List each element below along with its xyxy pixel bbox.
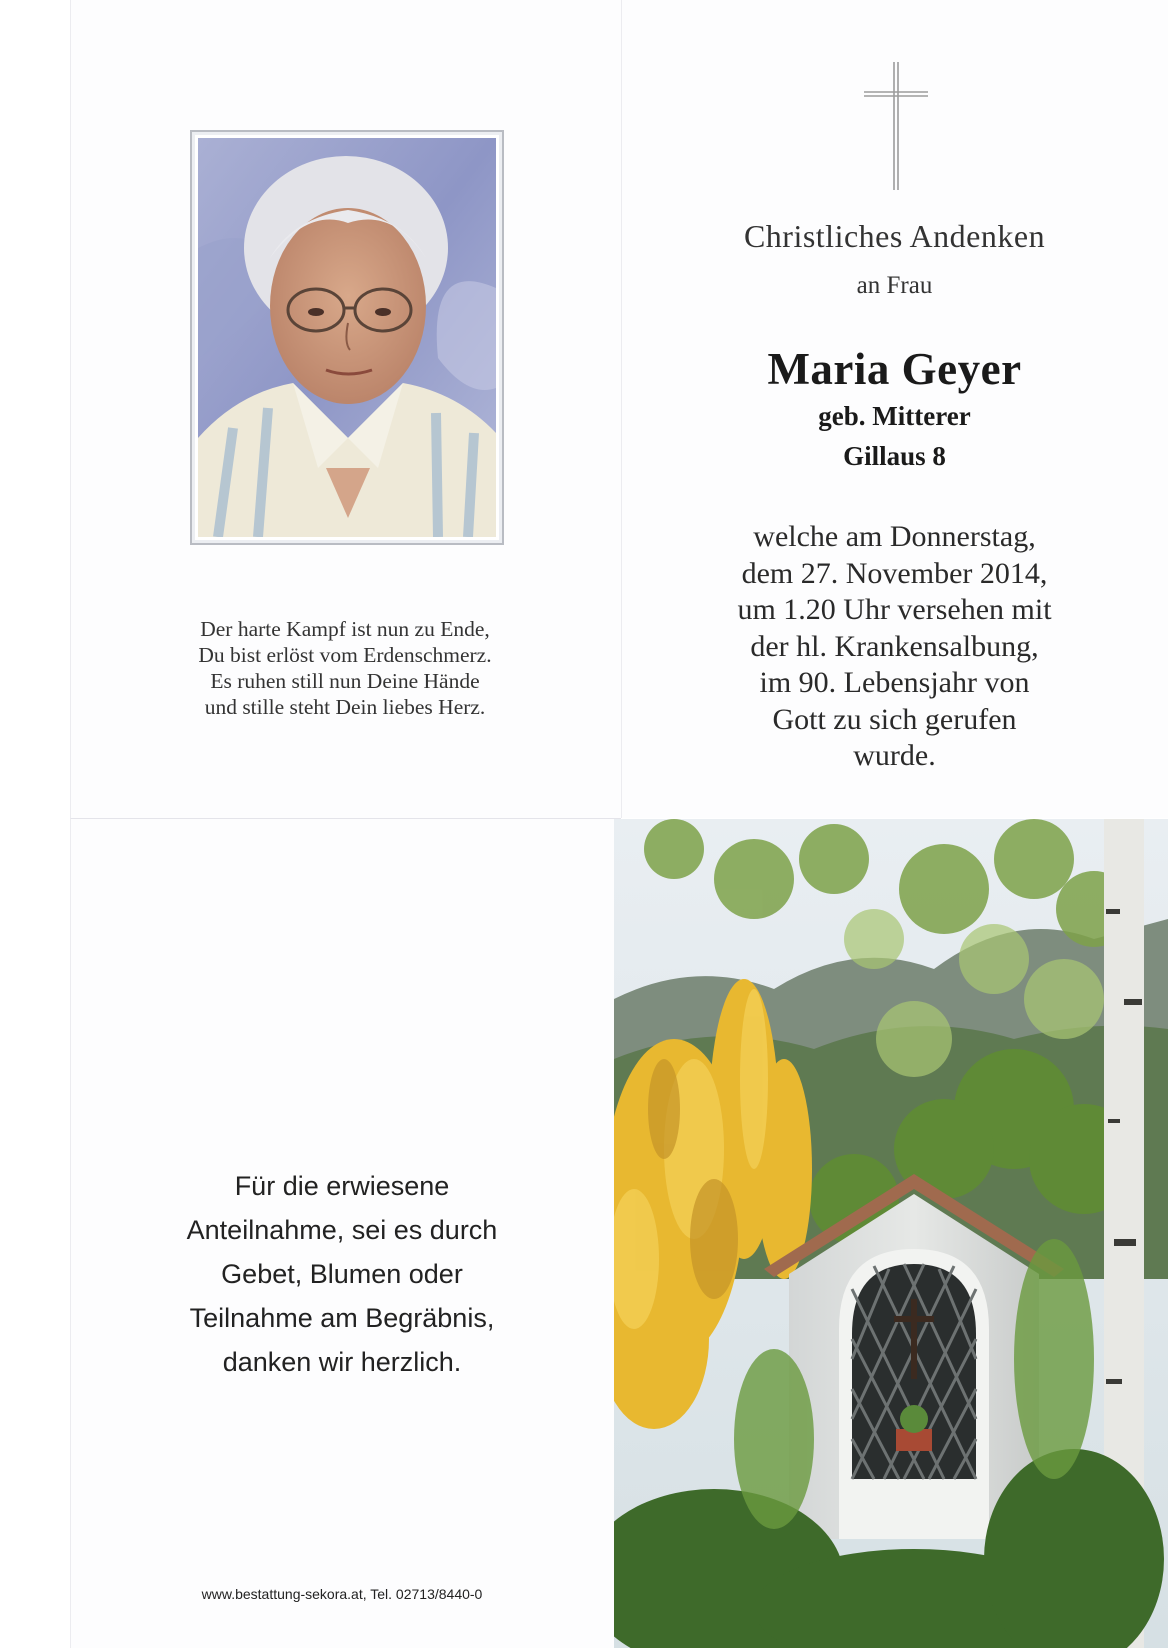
announcement-line: welche am Donnerstag,	[753, 520, 1036, 553]
thanks-line: Teilnahme am Begräbnis,	[189, 1303, 495, 1333]
latin-cross-icon	[864, 62, 928, 190]
poem-line: Du bist erlöst vom Erdenschmerz.	[198, 643, 492, 667]
poem-line: Der harte Kampf ist nun zu Ende,	[200, 617, 490, 641]
announcement-line: wurde.	[853, 739, 936, 772]
funeral-home-footer: www.bestattung-sekora.at, Tel. 02713/8440-0	[201, 1586, 483, 1602]
portrait-photo-frame	[190, 130, 504, 545]
poem-line: Es ruhen still nun Deine Hände	[210, 669, 480, 693]
thanks-message	[70, 1164, 614, 1384]
death-announcement	[621, 519, 1168, 775]
announcement-line: der hl. Krankensalbung,	[750, 629, 1039, 663]
memorial-poem	[70, 616, 620, 720]
announcement-line: um 1.20 Uhr versehen mit	[737, 593, 1052, 626]
poem-line: und stille steht Dein liebes Herz.	[204, 695, 486, 719]
maiden-name: geb. Mitterer	[818, 401, 971, 431]
thanks-line: Anteilnahme, sei es durch	[186, 1215, 498, 1245]
announcement-line: im 90. Lebensjahr von	[759, 666, 1030, 699]
announcement-line: Gott zu sich gerufen	[772, 702, 1017, 736]
deceased-name: Maria Geyer	[767, 344, 1022, 394]
portrait-photo	[198, 138, 496, 537]
card-panel-landscape-photo	[614, 819, 1168, 1648]
thanks-line: Für die erwiesene	[234, 1171, 450, 1201]
thanks-line: Gebet, Blumen oder	[221, 1259, 463, 1289]
wayside-shrine-photo	[614, 819, 1168, 1648]
announcement-line: dem 27. November 2014,	[741, 556, 1048, 590]
address: Gillaus 8	[843, 441, 946, 471]
salutation: an Frau	[856, 272, 933, 299]
thanks-line: danken wir herzlich.	[222, 1347, 462, 1377]
card-title: Christliches Andenken	[743, 218, 1046, 254]
